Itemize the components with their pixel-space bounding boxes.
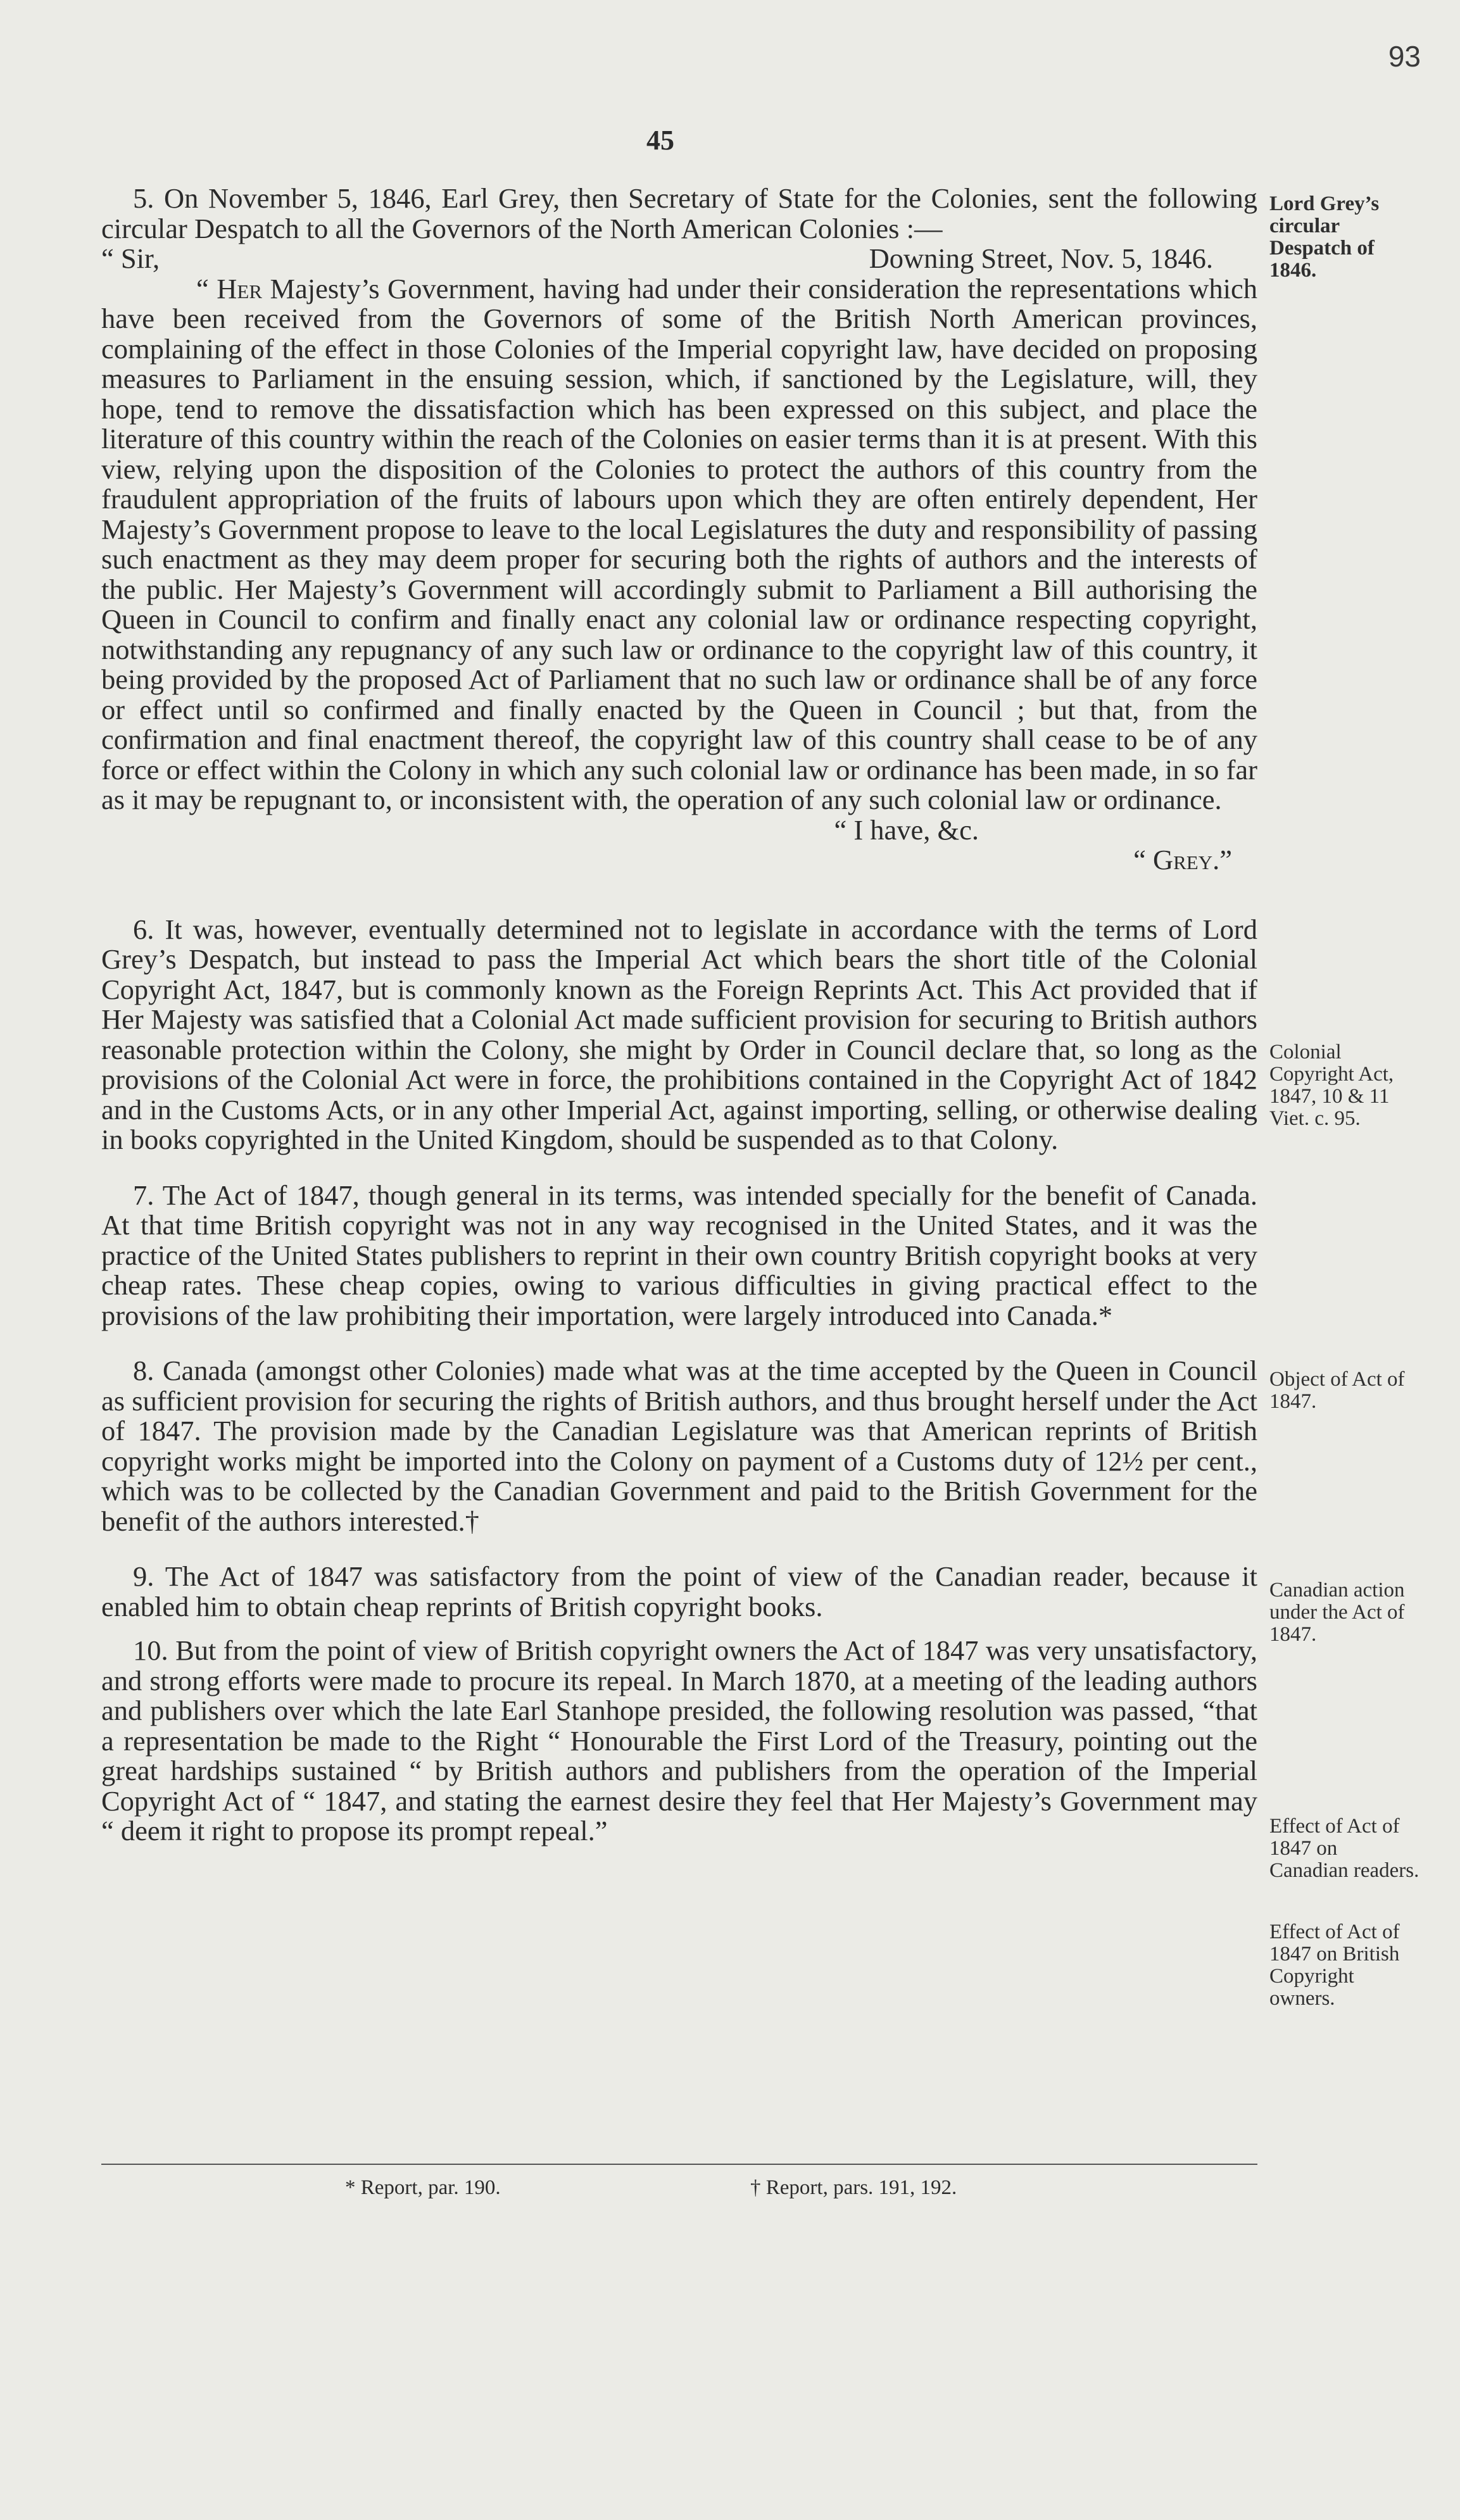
document-page-number: 45 [646, 125, 674, 156]
signature-open-quote: “ [1133, 844, 1153, 875]
letter-signature [101, 845, 1257, 875]
page-number: 93 [1388, 40, 1421, 73]
margin-note-effect-readers: Effect of Act of 1847 on Canadian readers. [1269, 1815, 1419, 1882]
paragraph-5-intro: 5. On November 5, 1846, Earl Grey, then Secretary of State for the Colonies, sent the following circular Despatch to all the Governors of the North American Colonies :— [101, 182, 1257, 244]
paragraph-10: 10. But from the point of view of British copyright owners the Act of 1847 was very unsatisfactory, and strong efforts were made to procure its repeal. In March 1870, at a meeting of the leading authors and publishers over which the late Earl Stanhope presided, the following resolution was passed, “that a representation be made to the Right “ Honourable the First Lord of the Treasury, pointing out the great hardships sustained “ by British authors and publishers from the operation of the Imperial Copyright Act of “ 1847, and stating the earnest desire they feel that Her Majesty’s Government may “ deem it right to propose its prompt repeal.” [101, 1634, 1257, 1846]
signature-name: Grey [1152, 844, 1213, 875]
salutation: “ Sir, [101, 242, 160, 274]
footnote-2: † Report, pars. 191, 192. [750, 2176, 957, 2199]
margin-note-canadian-action: Canadian action under the Act of 1847. [1269, 1579, 1405, 1646]
margin-note-object: Object of Act of 1847. [1269, 1368, 1405, 1413]
margin-note-lord-grey: Lord Grey’s circular Despatch of 1846. [1269, 192, 1380, 282]
footnote-1: * Report, par. 190. [345, 2176, 501, 2199]
paragraph-9: 9. The Act of 1847 was satisfactory from the point of view of the Canadian reader, because it enabled him to obtain cheap reprints of British copyright books. [101, 1560, 1257, 1622]
main-text [101, 184, 1257, 1846]
letter-body-text: Majesty’s Government, having had under their consideration the representations which have been received from the Governors of some of the British North American provinces, complaining of the effect in those Colonies of the Imperial copyright law, have decided on proposing measures to Parliament in the ensuing session, which, if sanctioned by the Legislature, will, they hope, tend to remove the dissatisfaction which has been expressed on this subject, and place the literature of this country within the reach of the Colonies on easier terms than it is at present. With this view, relying upon the disposition of the Colonies to protect the authors of this country from the fraudulent appropriation of the fruits of labours upon which they are often entirely dependent, Her Majesty’s Government propose to leave to the local Legislatures the duty and responsibility of passing such enactment as they may deem proper for securing both the rights of authors and the interests of the public. Her Majesty’s Government will accordingly submit to Parliament a Bill authorising the Queen in Council to confirm and finally enact any colonial law or ordinance respecting copyright, notwithstanding any repugnancy of any such law or ordinance to the copyright law of this country, it being provided by the proposed Act of Parliament that no such law or ordinance shall be of any force or effect until so confirmed and finally enacted by the Queen in Council ; but that, from the confirmation and final enactment thereof, the copyright law of this country shall cease to be of any force or effect within the Colony in which any such colonial law or ordinance has been made, in so far as it may be repugnant to, or inconsistent with, the operation of any such colonial law or ordinance. [101, 272, 1257, 815]
letter-open-quote: “ [196, 272, 217, 304]
margin-note-colonial-copyright: Colonial Copyright Act, 1847, 10 & 11 Viet. c. 95. [1269, 1041, 1394, 1130]
letter-body [101, 274, 1257, 815]
letter-address: Downing Street, Nov. 5, 1846. [869, 242, 1213, 274]
letter-heading [101, 244, 1257, 274]
signature-close-quote: .” [1212, 844, 1232, 875]
paragraph-6: 6. It was, however, eventually determined not to legislate in accordance with the terms of Lord Grey’s Despatch, but instead to pass the Imperial Act which bears the short title of the Colonial Copyright Act, 1847, but is commonly known as the Foreign Reprints Act. This Act provided that if Her Majesty was satisfied that a Colonial Act made sufficient provision for securing to British authors reasonable protection within the Colony, she might by Order in Council declare that, so long as the provisions of the Colonial Act were in force, the prohibitions contained in the Copyright Act of 1842 and in the Customs Acts, or in any other Imperial Act, against importing, selling, or otherwise dealing in books copyrighted in the United Kingdom, should be suspended as to that Colony. [101, 913, 1257, 1155]
paragraph-8: 8. Canada (amongst other Colonies) made what was at the time accepted by the Queen in Council as sufficient provision for securing the rights of British authors, and thus brought herself under the Act of 1847. The provision made by the Canadian Legislature was that American reprints of British copyright works might be imported into the Colony on payment of a Customs duty of 12½ per cent., which was to be collected by the Canadian Government and paid to the British Government for the benefit of the authors interested.† [101, 1355, 1257, 1537]
footnote-divider [101, 2164, 1257, 2165]
letter-closing: “ I have, &c. [834, 813, 979, 846]
margin-note-effect-owners: Effect of Act of 1847 on British Copyright owners. [1269, 1921, 1400, 2010]
paragraph-7: 7. The Act of 1847, though general in its terms, was intended specially for the benefit of Canada. At that time British copyright was not in any way recognised in the United States, and it was the practice of the United States publishers to reprint in their own country British copyright books at very cheap rates. These cheap copies, owing to various difficulties in giving practical effect to the provisions of the law prohibiting their importation, were largely introduced into Canada.* [101, 1179, 1257, 1331]
letter-first-word: Her [217, 272, 262, 304]
